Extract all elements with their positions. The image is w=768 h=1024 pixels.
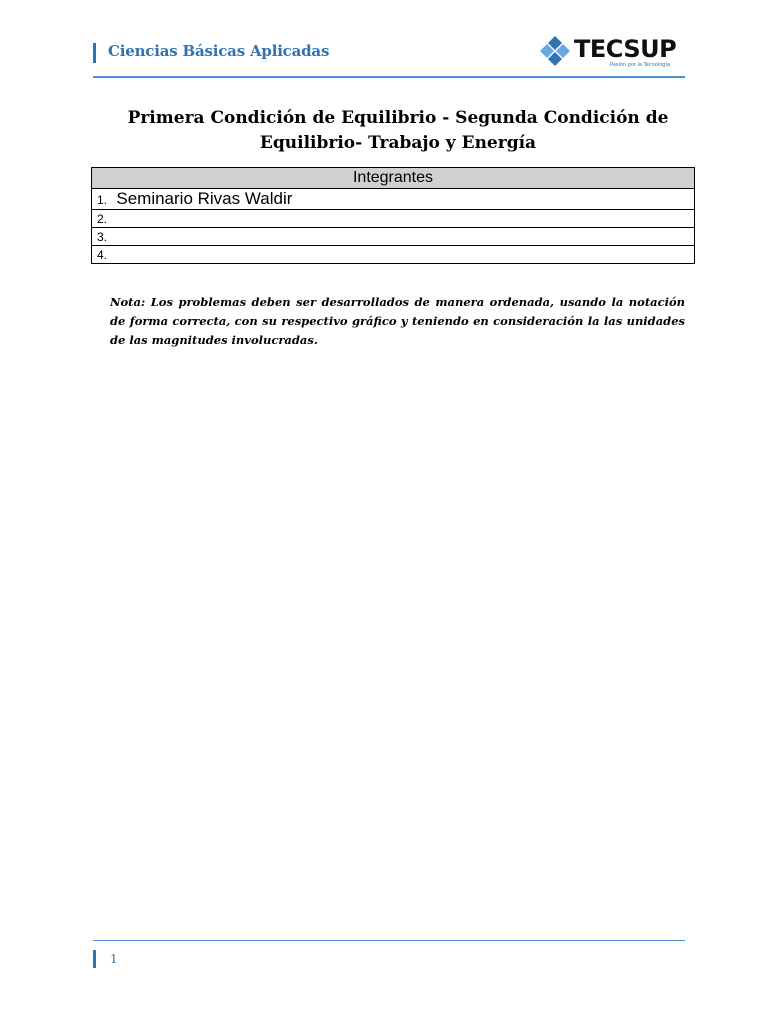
- logo-mark-icon: [538, 34, 572, 68]
- tecsup-logo: [538, 32, 688, 72]
- logo-text: TECSUP: [574, 35, 677, 63]
- logo-tagline: Pasión por la Tecnología: [610, 62, 670, 68]
- row-number: 1.: [97, 192, 108, 207]
- note-paragraph: Nota: Los problemas deben ser desarrollados de manera ordenada, usando la notación de forma correcta, con su respectivo gráfico y teniendo en consideración la las unidades de las magnitudes involucradas.: [110, 295, 685, 347]
- row-number: 2.: [97, 212, 108, 226]
- row-number: 3.: [97, 230, 108, 244]
- table-row: [92, 210, 695, 228]
- document-title: Primera Condición de Equilibrio - Segunda Condición de Equilibrio- Trabajo y Energía: [127, 108, 669, 153]
- table-row: [92, 246, 695, 264]
- footer-accent-bar: [93, 950, 96, 968]
- table-row: [92, 228, 695, 246]
- header-accent-bar: [93, 43, 96, 63]
- members-table-header: Integrantes: [92, 168, 695, 189]
- row-number: 4.: [97, 248, 108, 262]
- page-number: 1: [110, 952, 118, 966]
- header-divider: [93, 76, 685, 78]
- footer-divider: [93, 940, 685, 941]
- course-title: Ciencias Básicas Aplicadas: [108, 42, 330, 60]
- member-name: Seminario Rivas Waldir: [116, 188, 293, 208]
- table-row: [92, 189, 695, 210]
- members-table: [91, 167, 695, 264]
